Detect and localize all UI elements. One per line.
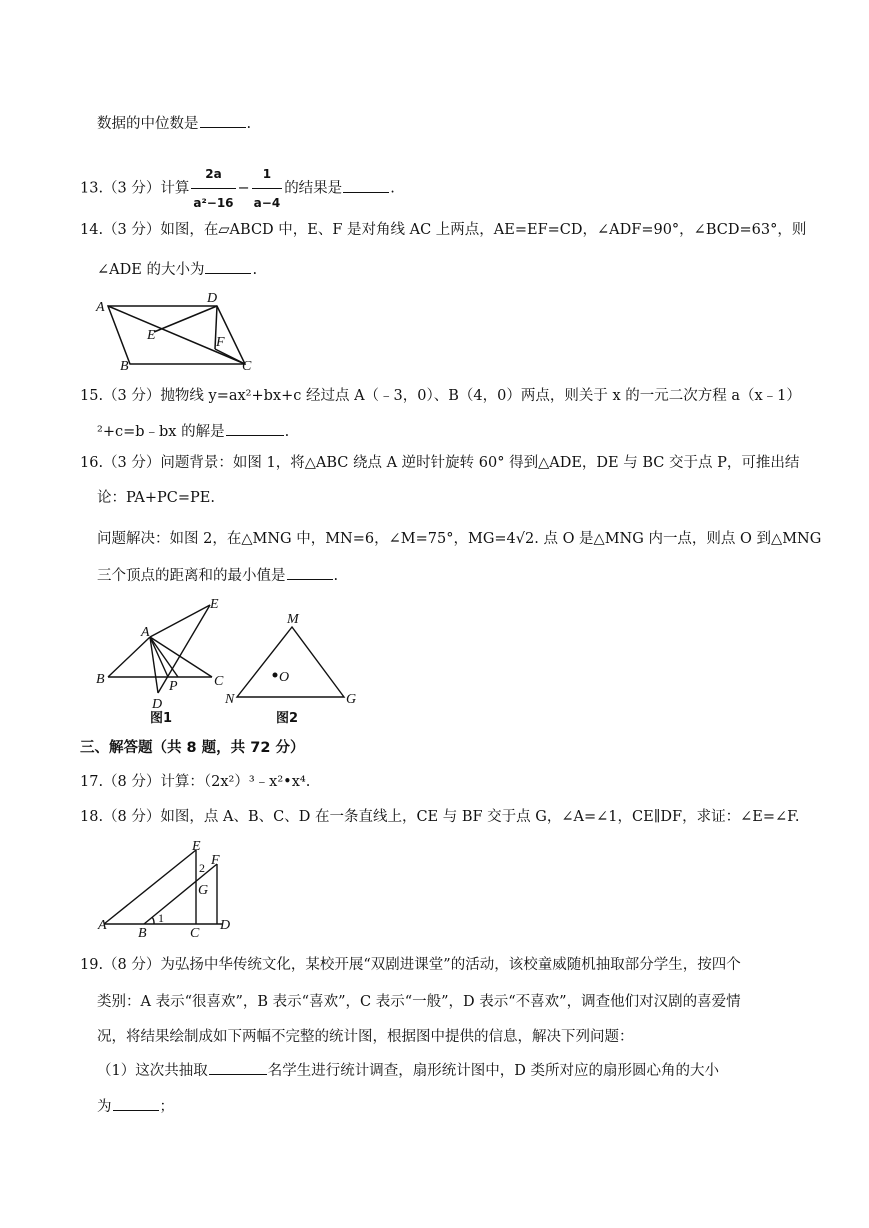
label-D: D bbox=[220, 918, 231, 933]
label-D: D bbox=[152, 697, 163, 712]
question-15-line1: 15.（3 分）抛物线 y=ax²+bx+c 经过点 A（﹣3，0）、B（4，0）两点，则关于 x 的一元二次方程 a（x﹣1） bbox=[80, 388, 801, 404]
question-19-part1-line2: 为 ； bbox=[97, 1096, 174, 1117]
question-14-line2: ∠ADE 的大小为 . bbox=[97, 259, 257, 280]
question-19-line1: 19.（8 分）为弘扬中华传统文化，某校开展“双剧进课堂”的活动，该校童威随机抽取部分学生，按四个 bbox=[80, 957, 741, 973]
point-O bbox=[273, 673, 278, 678]
label-angle-1: 1 bbox=[158, 911, 164, 925]
q14-parallelogram-figure bbox=[92, 288, 262, 376]
label-P: P bbox=[169, 679, 178, 694]
answer-blank bbox=[205, 259, 251, 274]
section-3-heading: 三、解答题（共 8 题，共 72 分） bbox=[80, 740, 305, 756]
label-F: F bbox=[216, 335, 225, 350]
fraction-2: $\frac{1}{a-4}$ bbox=[252, 160, 283, 217]
answer-blank bbox=[200, 113, 246, 128]
label-O: O bbox=[279, 670, 290, 685]
question-16-line1: 16.（3 分）问题背景：如图 1，将△ABC 绕点 A 逆时针旋转 60° 得到△ADE，DE 与 BC 交于点 P，可推出结 bbox=[80, 455, 800, 471]
question-19-line2: 类别：A 表示“很喜欢”，B 表示“喜欢”，C 表示“一般”，D 表示“不喜欢”，调查他们对汉剧的喜爱情 bbox=[97, 994, 741, 1010]
label-E: E bbox=[192, 839, 201, 854]
label-A: A bbox=[96, 300, 105, 315]
q16-figures bbox=[92, 593, 362, 728]
label-C: C bbox=[214, 674, 224, 689]
question-16-line2: 论：PA+PC=PE. bbox=[97, 490, 215, 506]
label-F: F bbox=[211, 853, 220, 868]
answer-blank bbox=[209, 1060, 267, 1075]
question-13: 13.（3 分）计算 $\frac{2a}{\text{a²−16}}$ − $\frac{1}{a-4}$ 的结果是 . bbox=[80, 160, 395, 217]
question-17: 17.（8 分）计算：（2x²）³﹣x²•x⁴. bbox=[80, 774, 311, 790]
label-B: B bbox=[138, 926, 147, 941]
label-B: B bbox=[120, 359, 129, 374]
q18-figure bbox=[92, 836, 252, 946]
question-19-part1: （1）这次共抽取 名学生进行统计调查，扇形统计图中，D 类所对应的扇形圆心角的大小 bbox=[97, 1060, 719, 1081]
label-G: G bbox=[198, 883, 209, 898]
label-M: M bbox=[287, 612, 299, 627]
caption-fig1: 图1 bbox=[150, 711, 173, 726]
caption-fig2: 图2 bbox=[276, 711, 299, 726]
label-C: C bbox=[242, 359, 252, 374]
q12-tail: 数据的中位数是 . bbox=[97, 113, 251, 134]
question-19-line3: 况，将结果绘制成如下两幅不完整的统计图，根据图中提供的信息，解决下列问题： bbox=[97, 1029, 634, 1045]
label-G: G bbox=[346, 692, 357, 707]
label-D: D bbox=[207, 291, 218, 306]
label-A: A bbox=[141, 625, 150, 640]
label-C: C bbox=[190, 926, 200, 941]
label-E: E bbox=[210, 597, 219, 612]
answer-blank bbox=[113, 1096, 159, 1111]
label-angle-2: 2 bbox=[199, 861, 205, 875]
answer-blank bbox=[343, 178, 389, 193]
answer-blank bbox=[287, 565, 333, 580]
question-16-line4: 三个顶点的距离和的最小值是 . bbox=[97, 565, 338, 586]
answer-blank bbox=[226, 421, 284, 436]
label-B: B bbox=[96, 672, 105, 687]
fraction-1: $\frac{2a}{\text{a²−16}}$ bbox=[191, 160, 235, 217]
question-18: 18.（8 分）如图，点 A、B、C、D 在一条直线上，CE 与 BF 交于点 G，∠A=∠1，CE∥DF，求证：∠E=∠F. bbox=[80, 809, 800, 825]
question-14-line1: 14.（3 分）如图，在▱ABCD 中，E、F 是对角线 AC 上两点，AE=EF=CD，∠ADF=90°，∠BCD=63°，则 bbox=[80, 222, 807, 238]
label-A: A bbox=[98, 918, 107, 933]
label-E: E bbox=[147, 328, 156, 343]
question-16-line3: 问题解决：如图 2，在△MNG 中，MN=6，∠M=75°，MG=4√2. 点 O 是△MNG 内一点，则点 O 到△MNG bbox=[97, 531, 822, 547]
label-N: N bbox=[225, 692, 235, 707]
question-15-line2: ²+c=b﹣bx 的解是 . bbox=[97, 421, 289, 442]
